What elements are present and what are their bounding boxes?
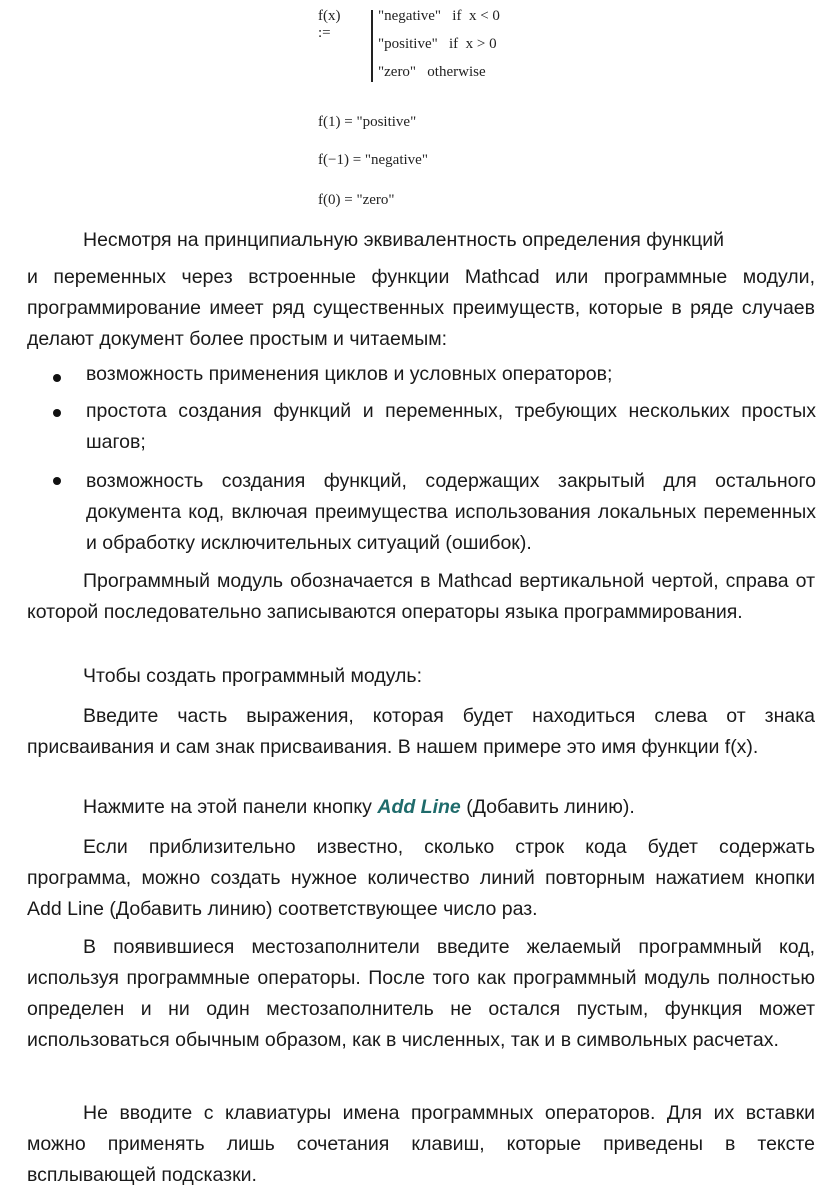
bullet-item: возможность создания функций, содержащих закрытый для остального документа код, включая преимущества использования локальных переменных и обработку исключительных ситуаций (ошибок). xyxy=(86,470,816,554)
paragraph-1-body: и переменных через встроенные функции Mathcad или программные модули, программирование имеет ряд существенных преимуществ, которые в ряде случаев делают документ более простым и читаемым: xyxy=(27,266,815,350)
bullet-marker xyxy=(53,409,61,417)
program-bar xyxy=(371,10,373,82)
function-lhs: f(x) := xyxy=(318,8,341,41)
bullet-marker xyxy=(53,374,61,382)
result-f0: f(0) = "zero" xyxy=(318,192,395,208)
bullet-item: возможность применения циклов и условных операторов; xyxy=(86,363,613,385)
case-positive: "positive" if x > 0 xyxy=(378,36,497,52)
paragraph-5 xyxy=(27,792,815,823)
case-negative: "negative" if x < 0 xyxy=(378,8,500,24)
paragraph-2: Программный модуль обозначается в Mathcad вертикальной чертой, справа от которой последовательно записываются операторы языка программирования. xyxy=(27,570,815,623)
add-line-button-reference: Add Line xyxy=(377,796,461,818)
paragraph-4: Введите часть выражения, которая будет находиться слева от знака присваивания и сам знак присваивания. В нашем примере это имя функции f(x). xyxy=(27,705,815,758)
bullet-item: простота создания функций и переменных, требующих нескольких простых шагов; xyxy=(86,400,816,453)
paragraph-5-text-before: Нажмите на этой панели кнопку xyxy=(83,796,378,818)
result-f1: f(1) = "positive" xyxy=(318,114,417,130)
paragraph-7: В появившиеся местозаполнители введите желаемый программный код, используя программные операторы. После того как программный модуль полностью определен и ни один местозаполнитель не остался пустым, функция может использоваться обычным образом, как в численных, так и в символьных расчетах. xyxy=(27,936,815,1051)
paragraph-6: Если приблизительно известно, сколько строк кода будет содержать программа, можно создать нужное количество линий повторным нажатием кнопки Add Line (Добавить линию) соответствующее число раз. xyxy=(27,836,815,920)
paragraph-8: Не вводите с клавиатуры имена программных операторов. Для их вставки можно применять лишь сочетания клавиш, которые приведены в тексте всплывающей подсказки. xyxy=(27,1102,815,1186)
result-fminus1: f(−1) = "negative" xyxy=(318,152,428,168)
paragraph-3: Чтобы создать программный модуль: xyxy=(83,665,423,687)
case-zero: "zero" otherwise xyxy=(378,64,486,80)
paragraph-1-first-line: Несмотря на принципиальную эквивалентность определения функций xyxy=(83,229,725,251)
paragraph-5-text-after: (Добавить линию). xyxy=(460,796,635,818)
bullet-marker xyxy=(53,477,61,485)
